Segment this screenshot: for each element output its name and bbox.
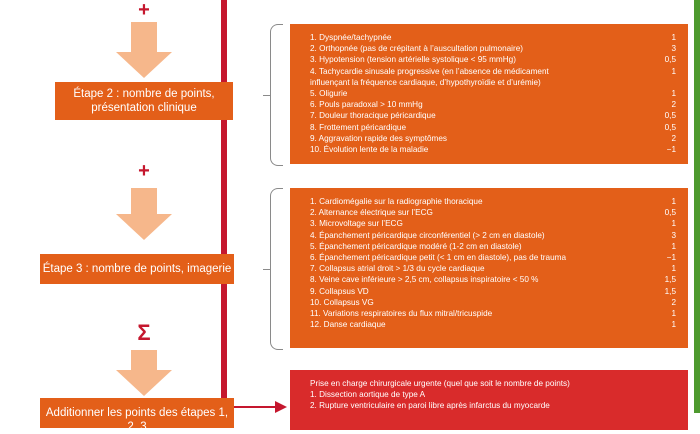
plus-operator-1: + [138,0,150,21]
points-row-value: 1 [671,241,676,251]
sum-box [40,398,234,433]
points-row-value: −1 [666,145,676,155]
points-row-value: 1 [671,197,676,206]
points-row-text: 6. Épanchement péricardique petit (< 1 cm en diastole), pas de trauma [310,253,567,263]
points-row-text: 3. Hypotension (tension artérielle systolique < 95 mmHg) [310,55,516,65]
brace-clinical [270,24,283,166]
points-row [310,99,676,110]
points-row-text: 8. Veine cave inférieure > 2,5 cm, collapsus inspiratoire < 50 % [310,275,539,285]
points-row-text: 6. Pouls paradoxal > 10 mmHg [310,100,423,110]
points-row-value: 2 [671,100,676,110]
points-row-text: 1. Dyspnée/tachypnée [310,33,392,42]
points-row [310,207,676,218]
points-row [310,122,676,133]
points-row-text: 10. Évolution lente de la maladie [310,145,429,155]
points-row-value: 1 [671,309,676,319]
step-2-box [55,82,233,120]
points-row-text: 9. Aggravation rapide des symptômes [310,133,447,143]
points-row-text: 11. Variations respiratoires du flux mitral/tricuspide [310,309,493,319]
points-row-text: 7. Collapsus atrial droit > 1/3 du cycle cardiaque [310,264,485,274]
points-row-value: 1 [671,264,676,274]
points-row-value: 1 [671,66,676,76]
urgent-item-1: 1. Dissection aortique de type A [310,390,426,400]
points-row-value: −1 [666,253,676,263]
points-row [310,241,676,252]
points-row [310,319,676,330]
points-row [310,196,676,207]
points-row-text: 1. Cardiomégalie sur la radiographie thoracique [310,197,483,206]
points-row [310,88,676,99]
points-row-text: 3. Microvoltage sur l’ECG [310,219,403,229]
clinical-points-panel [290,24,688,164]
points-row-value: 1,5 [664,275,676,285]
red-divider-line [221,0,227,413]
points-row [310,43,676,54]
points-row [310,286,676,297]
points-row-text: 12. Danse cardiaque [310,320,386,330]
points-row [310,252,676,263]
brace-imaging [270,188,283,350]
points-row-value: 0,5 [664,122,676,132]
points-row-value: 1 [671,89,676,99]
points-row-value: 1,5 [664,286,676,296]
points-row-value: 0,5 [664,111,676,121]
points-row-text: 4. Épanchement péricardique circonférentiel (> 2 cm en diastole) [310,230,545,240]
points-row [310,263,676,274]
points-row-value: 1 [671,219,676,229]
points-row-value: 2 [671,133,676,143]
points-row-text: 10. Collapsus VG [310,297,374,307]
step-2-line-2: présentation clinique [91,102,197,114]
points-row [310,32,676,43]
points-row [310,54,676,65]
points-row-text: 9. Collapsus VD [310,286,369,296]
urgent-surgery-panel [290,370,688,430]
points-row [310,297,676,308]
points-row [310,66,676,77]
points-row-text: 5. Épanchement péricardique modéré (1-2 cm en diastole) [310,241,522,251]
right-arrow [234,406,278,408]
green-border [694,0,700,413]
points-row-text: 7. Douleur thoracique péricardique [310,111,436,121]
points-row-value: 0,5 [664,208,676,218]
points-row-text: 2. Alternance électrique sur l’ECG [310,208,433,218]
points-row [310,77,676,88]
points-row-value: 1 [671,33,676,42]
step-3-label: Étape 3 : nombre de points, imagerie [42,263,232,275]
points-row [310,110,676,121]
points-row-value: 0,5 [664,55,676,65]
points-row-text: 4. Tachycardie sinusale progressive (en l’absence de médicament [310,66,549,76]
points-row [310,230,676,241]
points-row-value [636,77,676,88]
points-row [310,133,676,144]
points-row [310,274,676,285]
sum-label: Additionner les points des étapes 1, 2, 3 [45,407,229,433]
points-row-value: 3 [671,44,676,54]
urgent-title: Prise en charge chirurgicale urgente (quel que soit le nombre de points) [310,379,570,388]
points-row [310,218,676,229]
points-row-value: 1 [671,320,676,330]
points-row [310,308,676,319]
sigma-operator: Σ [137,320,151,345]
step-2-line-1: Étape 2 : nombre de points, [73,88,215,100]
points-row-value: 3 [671,230,676,240]
points-row-text: 8. Frottement péricardique [310,122,407,132]
plus-operator-2: + [138,160,150,182]
points-row-text: influençant la fréquence cardiaque, d’hypothyroïdie et d’urémie) [310,77,541,87]
points-row-text: 5. Oligurie [310,89,348,99]
points-row-text: 2. Orthopnée (pas de crépitant à l’auscultation pulmonaire) [310,44,523,54]
urgent-item-2: 2. Rupture ventriculaire en paroi libre après infarctus du myocarde [310,401,550,411]
step-3-box [40,254,234,284]
right-arrow-head [275,401,287,413]
imaging-points-panel [290,188,688,348]
points-row-value: 2 [671,297,676,307]
points-row [310,144,676,155]
